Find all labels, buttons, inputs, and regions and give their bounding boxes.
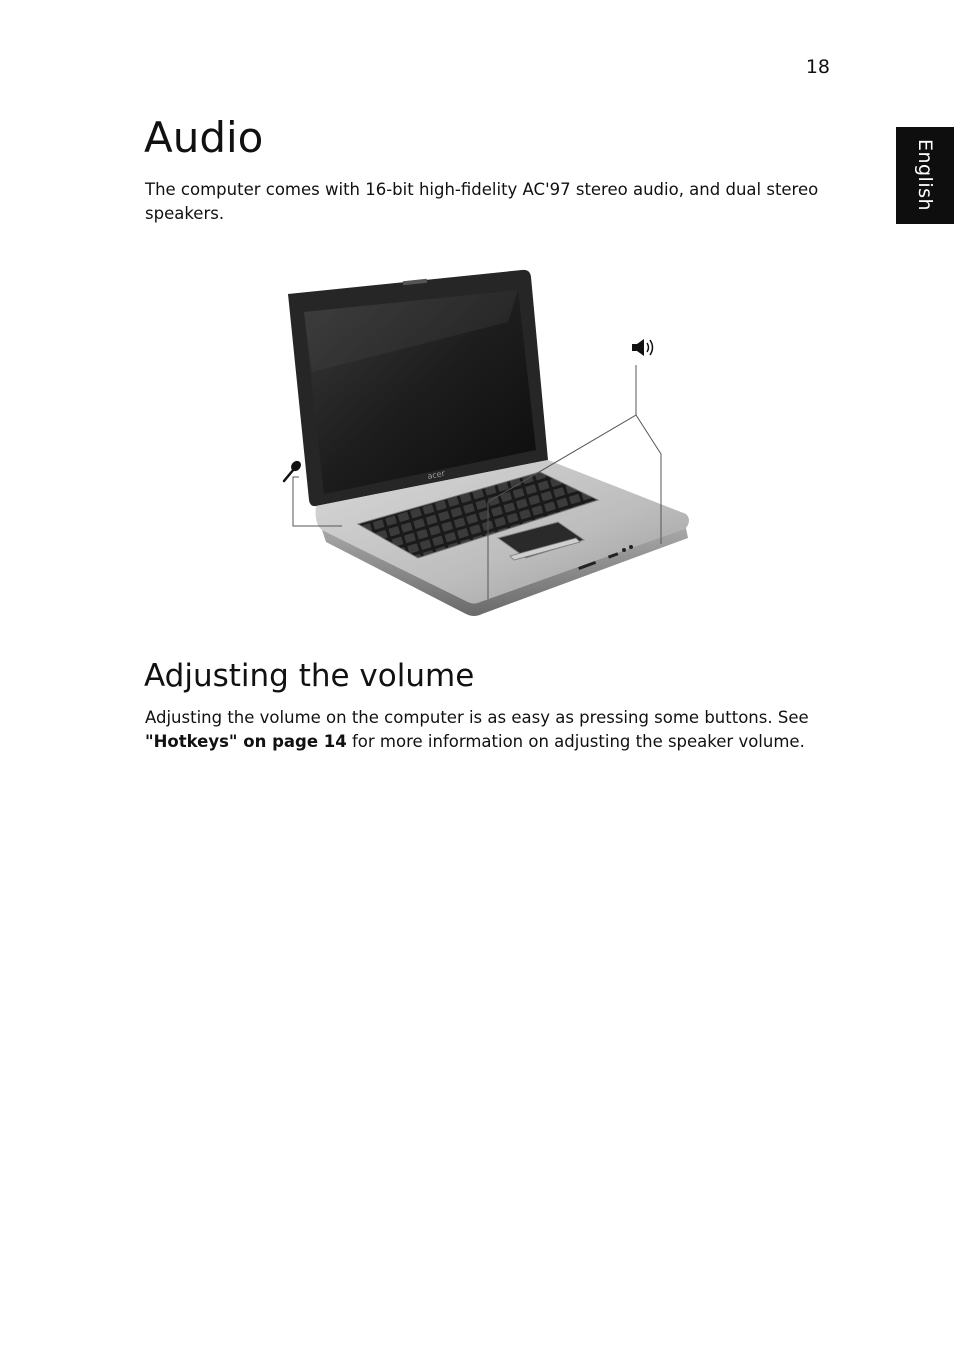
volume-text-before: Adjusting the volume on the computer is as easy as pressing some buttons. See bbox=[145, 708, 809, 727]
page-number: 18 bbox=[805, 56, 830, 78]
audio-description: The computer comes with 16-bit high-fidelity AC'97 stereo audio, and dual stereo speakers. bbox=[145, 180, 819, 223]
volume-description bbox=[145, 706, 845, 754]
speaker-icon bbox=[632, 339, 653, 356]
language-tab bbox=[896, 127, 954, 224]
language-tab-label: English bbox=[914, 138, 936, 212]
page-title: Audio bbox=[144, 113, 264, 162]
laptop-audio-figure bbox=[278, 262, 698, 630]
hotkeys-reference-link[interactable]: "Hotkeys" on page 14 bbox=[145, 732, 347, 751]
section-title: Adjusting the volume bbox=[144, 658, 475, 694]
volume-text-after: for more information on adjusting the speaker volume. bbox=[346, 732, 805, 751]
brand-logo: acer bbox=[426, 468, 446, 481]
